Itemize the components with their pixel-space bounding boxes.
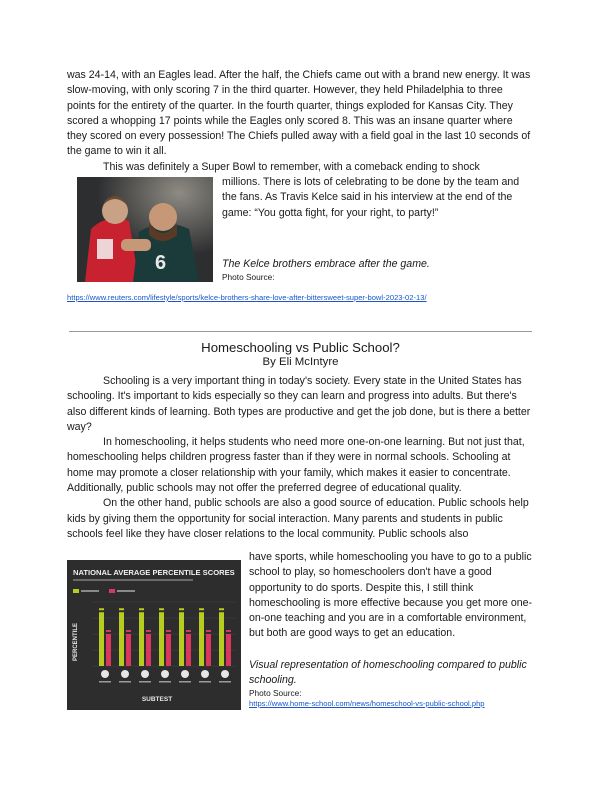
subtest-icon-2 (121, 670, 129, 678)
article2-photo-source-link[interactable]: https://www.home-school.com/news/homeschool-vs-public-school.php (249, 699, 485, 708)
percentile-chart (67, 560, 241, 710)
svg-text:6: 6 (155, 252, 167, 274)
article1-photo-caption: The Kelce brothers embrace after the game. (222, 258, 430, 270)
section-divider (69, 331, 532, 332)
subtest-label-1 (99, 681, 111, 683)
chart-bar-series2-7 (226, 634, 231, 666)
subtest-icon-6 (201, 670, 209, 678)
chart-bar-label-series2-7 (226, 630, 231, 632)
chart-xlabel: SUBTEST (141, 696, 173, 703)
article1-photo-source-link[interactable]: https://www.reuters.com/lifestyle/sports/kelce-brothers-share-love-after-bittersweet-super-bowl-2023-02-13/ (67, 293, 427, 302)
subtest-label-4 (159, 681, 171, 683)
chart-bar-series2-5 (186, 634, 191, 666)
chart-bar-label-series1-6 (199, 608, 204, 610)
subtest-label-3 (139, 681, 151, 683)
chart-subtitle-line (73, 579, 193, 581)
legend-swatch-homeschool (73, 589, 79, 593)
article2-byline: By Eli McIntyre (262, 356, 339, 368)
article2-body (67, 374, 533, 542)
chart-bar-series1-5 (179, 612, 184, 666)
article2-para1: Schooling is a very important thing in today's society. Every state in the United States has schooling. It's important to kids especially so they can learn and progress into adults. But there's also different kinds of learning. Both types are productive and get the job done, but is there a better way? (67, 375, 531, 433)
article2-photo-source-label: Photo Source: (249, 688, 302, 698)
chart-bar-series1-1 (99, 612, 104, 666)
article2-photo-caption: Visual representation of homeschooling compared to public schooling. (249, 659, 527, 687)
chart-bar-series2-1 (106, 634, 111, 666)
chart-bar-label-series2-5 (186, 630, 191, 632)
chart-bar-series1-4 (159, 612, 164, 666)
chart-bar-series2-2 (126, 634, 131, 666)
subtest-label-2 (119, 681, 131, 683)
article2-para2: In homeschooling, it helps students who need more one-on-one learning. But not just that, homeschooling helps children progress faster than if they were in normal schools. Schooling at home may promote a closer relationship with your family, which makes it easier to concentrate. Additionally, public schools may not offer the preferred degree of educational quality. (67, 436, 525, 495)
article1-photo-source-label: Photo Source: (222, 272, 275, 282)
subtest-icon-5 (181, 670, 189, 678)
chart-bar-series2-6 (206, 634, 211, 666)
subtest-icon-4 (161, 670, 169, 678)
subtest-icon-7 (221, 670, 229, 678)
kelce-photo-drawing (77, 177, 213, 282)
article1-para2-wrapped: millions. There is lots of celebrating to be done by the team and the fans. As Travis Kelce said in his interview at the end of the game: “You gotta fight, for your right, to party!” (222, 176, 520, 219)
article1-para2-first-line: This was definitely a Super Bowl to remember, with a comeback ending to shock (103, 161, 480, 173)
article2-title: Homeschooling vs Public School? (201, 340, 400, 355)
chart-title: NATIONAL AVERAGE PERCENTILE SCORES (73, 568, 235, 577)
percentile-chart-svg (67, 560, 241, 710)
chart-bar-label-series1-1 (99, 608, 104, 610)
subtest-icon-3 (141, 670, 149, 678)
chart-bar-series2-3 (146, 634, 151, 666)
chart-bar-label-series1-7 (219, 608, 224, 610)
chart-bar-label-series1-3 (139, 608, 144, 610)
chart-bar-label-series1-2 (119, 608, 124, 610)
legend-label-homeschool (81, 590, 99, 592)
kelce-brothers-photo (77, 177, 213, 282)
legend-swatch-public (109, 589, 115, 593)
chart-bar-series1-2 (119, 612, 124, 666)
legend-label-public (117, 590, 135, 592)
article1-para1: was 24-14, with an Eagles lead. After the half, the Chiefs came out with a brand new energy. It was slow-moving, with only scoring 7 in the third quarter. However, they held Philadelphia to three points for the entirety of the quarter. In the fourth quarter, things exploded for Kansas City. They scored a whopping 17 points while the Eagles only scored 8. This was an insane quarter where they scored on every possession! The Chiefs pulled away with a field goal in the last 10 seconds of the game to win it all. (67, 69, 531, 158)
chart-bar-label-series2-1 (106, 630, 111, 632)
subtest-label-6 (199, 681, 211, 683)
chart-bar-series1-7 (219, 612, 224, 666)
subtest-label-5 (179, 681, 191, 683)
chart-bar-label-series1-5 (179, 608, 184, 610)
chart-bar-label-series2-2 (126, 630, 131, 632)
subtest-label-7 (219, 681, 231, 683)
article2-para3-wrapped: have sports, while homeschooling you have to go to a public school to play, so homeschoolers don't have a good opportunity to do sports. Despite this, I still think homeschooling is more effective because you get more one-on-one teaching and you are in a comfortable environment, but both are good ways to get an education. (249, 551, 533, 640)
chart-bar-label-series2-4 (166, 630, 171, 632)
chart-ylabel: PERCENTILE (73, 622, 79, 662)
chart-bar-series1-3 (139, 612, 144, 666)
chart-bar-label-series2-3 (146, 630, 151, 632)
article2-para3: On the other hand, public schools are also a good source of education. Public schools help kids by giving them the opportunity for social interaction. Many parents and students in public schools feel like they have closer relations to the local community. Public schools also (67, 497, 529, 540)
chart-bar-label-series1-4 (159, 608, 164, 610)
subtest-icon-1 (101, 670, 109, 678)
chart-bar-series1-6 (199, 612, 204, 666)
chart-bar-series2-4 (166, 634, 171, 666)
chart-bar-label-series2-6 (206, 630, 211, 632)
